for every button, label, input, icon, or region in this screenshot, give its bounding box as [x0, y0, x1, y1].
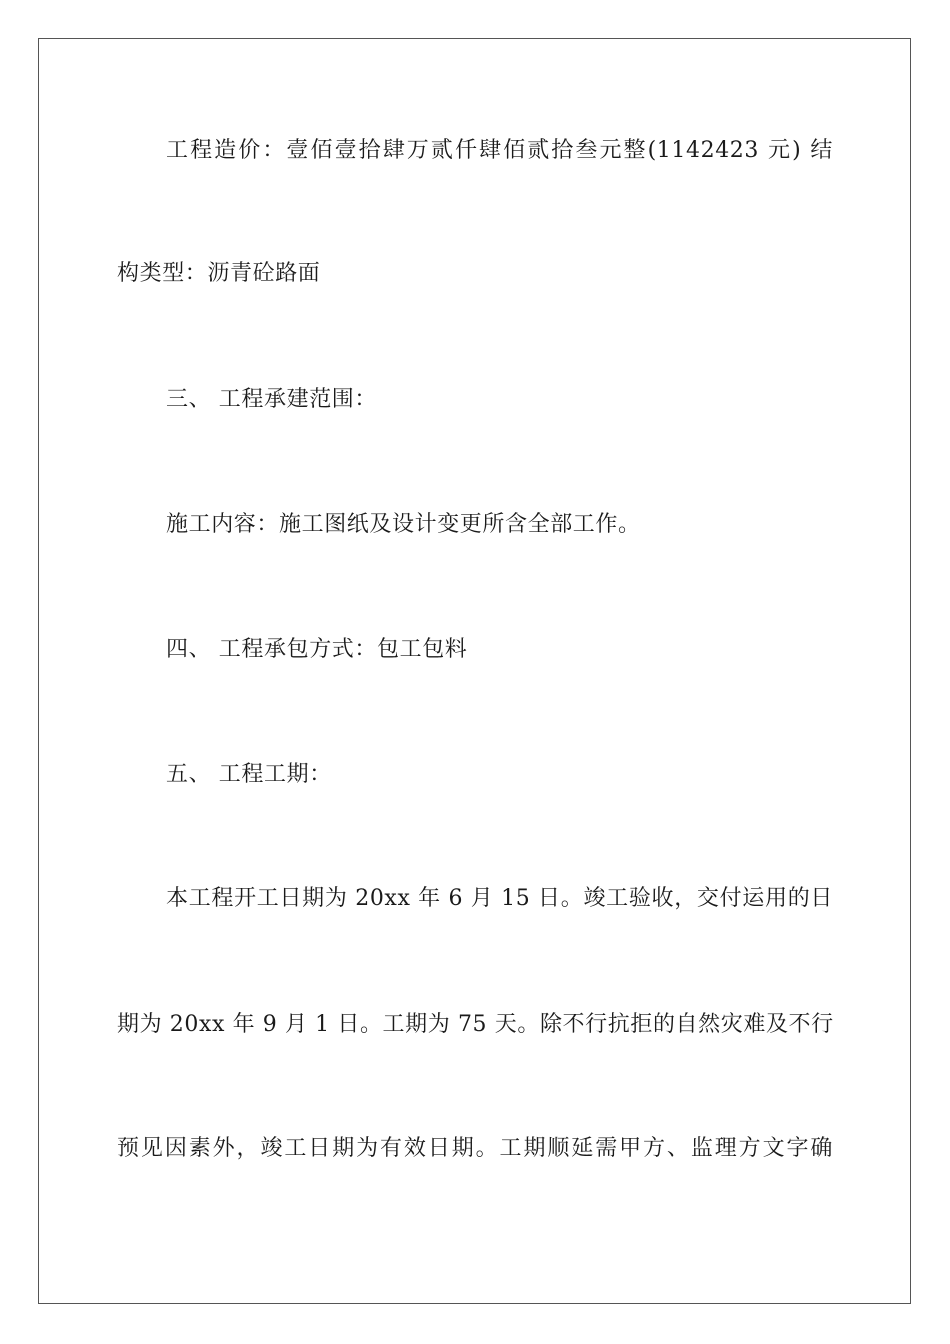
paragraph-cost-line-1: 工程造价：壹佰壹拾肆万贰仟肆佰贰拾叁元整(1142423 元) 结 — [166, 138, 833, 163]
paragraph-schedule-line-2: 期为 20xx 年 9 月 1 日。工期为 75 天。除不行抗拒的自然灾难及不行 — [117, 1012, 834, 1037]
paragraph-schedule-line-1: 本工程开工日期为 20xx 年 6 月 15 日。竣工验收，交付运用的日 — [166, 886, 833, 911]
section-heading-scope: 三、 工程承建范围： — [166, 387, 377, 412]
paragraph-cost-line-2: 构类型：沥青砼路面 — [117, 261, 321, 286]
section-heading-contract-method: 四、 工程承包方式：包工包料 — [166, 637, 468, 662]
page-border — [38, 38, 911, 1304]
paragraph-construction-content: 施工内容：施工图纸及设计变更所含全部工作。 — [166, 512, 641, 537]
paragraph-schedule-line-3: 预见因素外，竣工日期为有效日期。工期顺延需甲方、监理方文字确 — [117, 1136, 833, 1161]
section-heading-schedule: 五、 工程工期： — [166, 762, 332, 787]
